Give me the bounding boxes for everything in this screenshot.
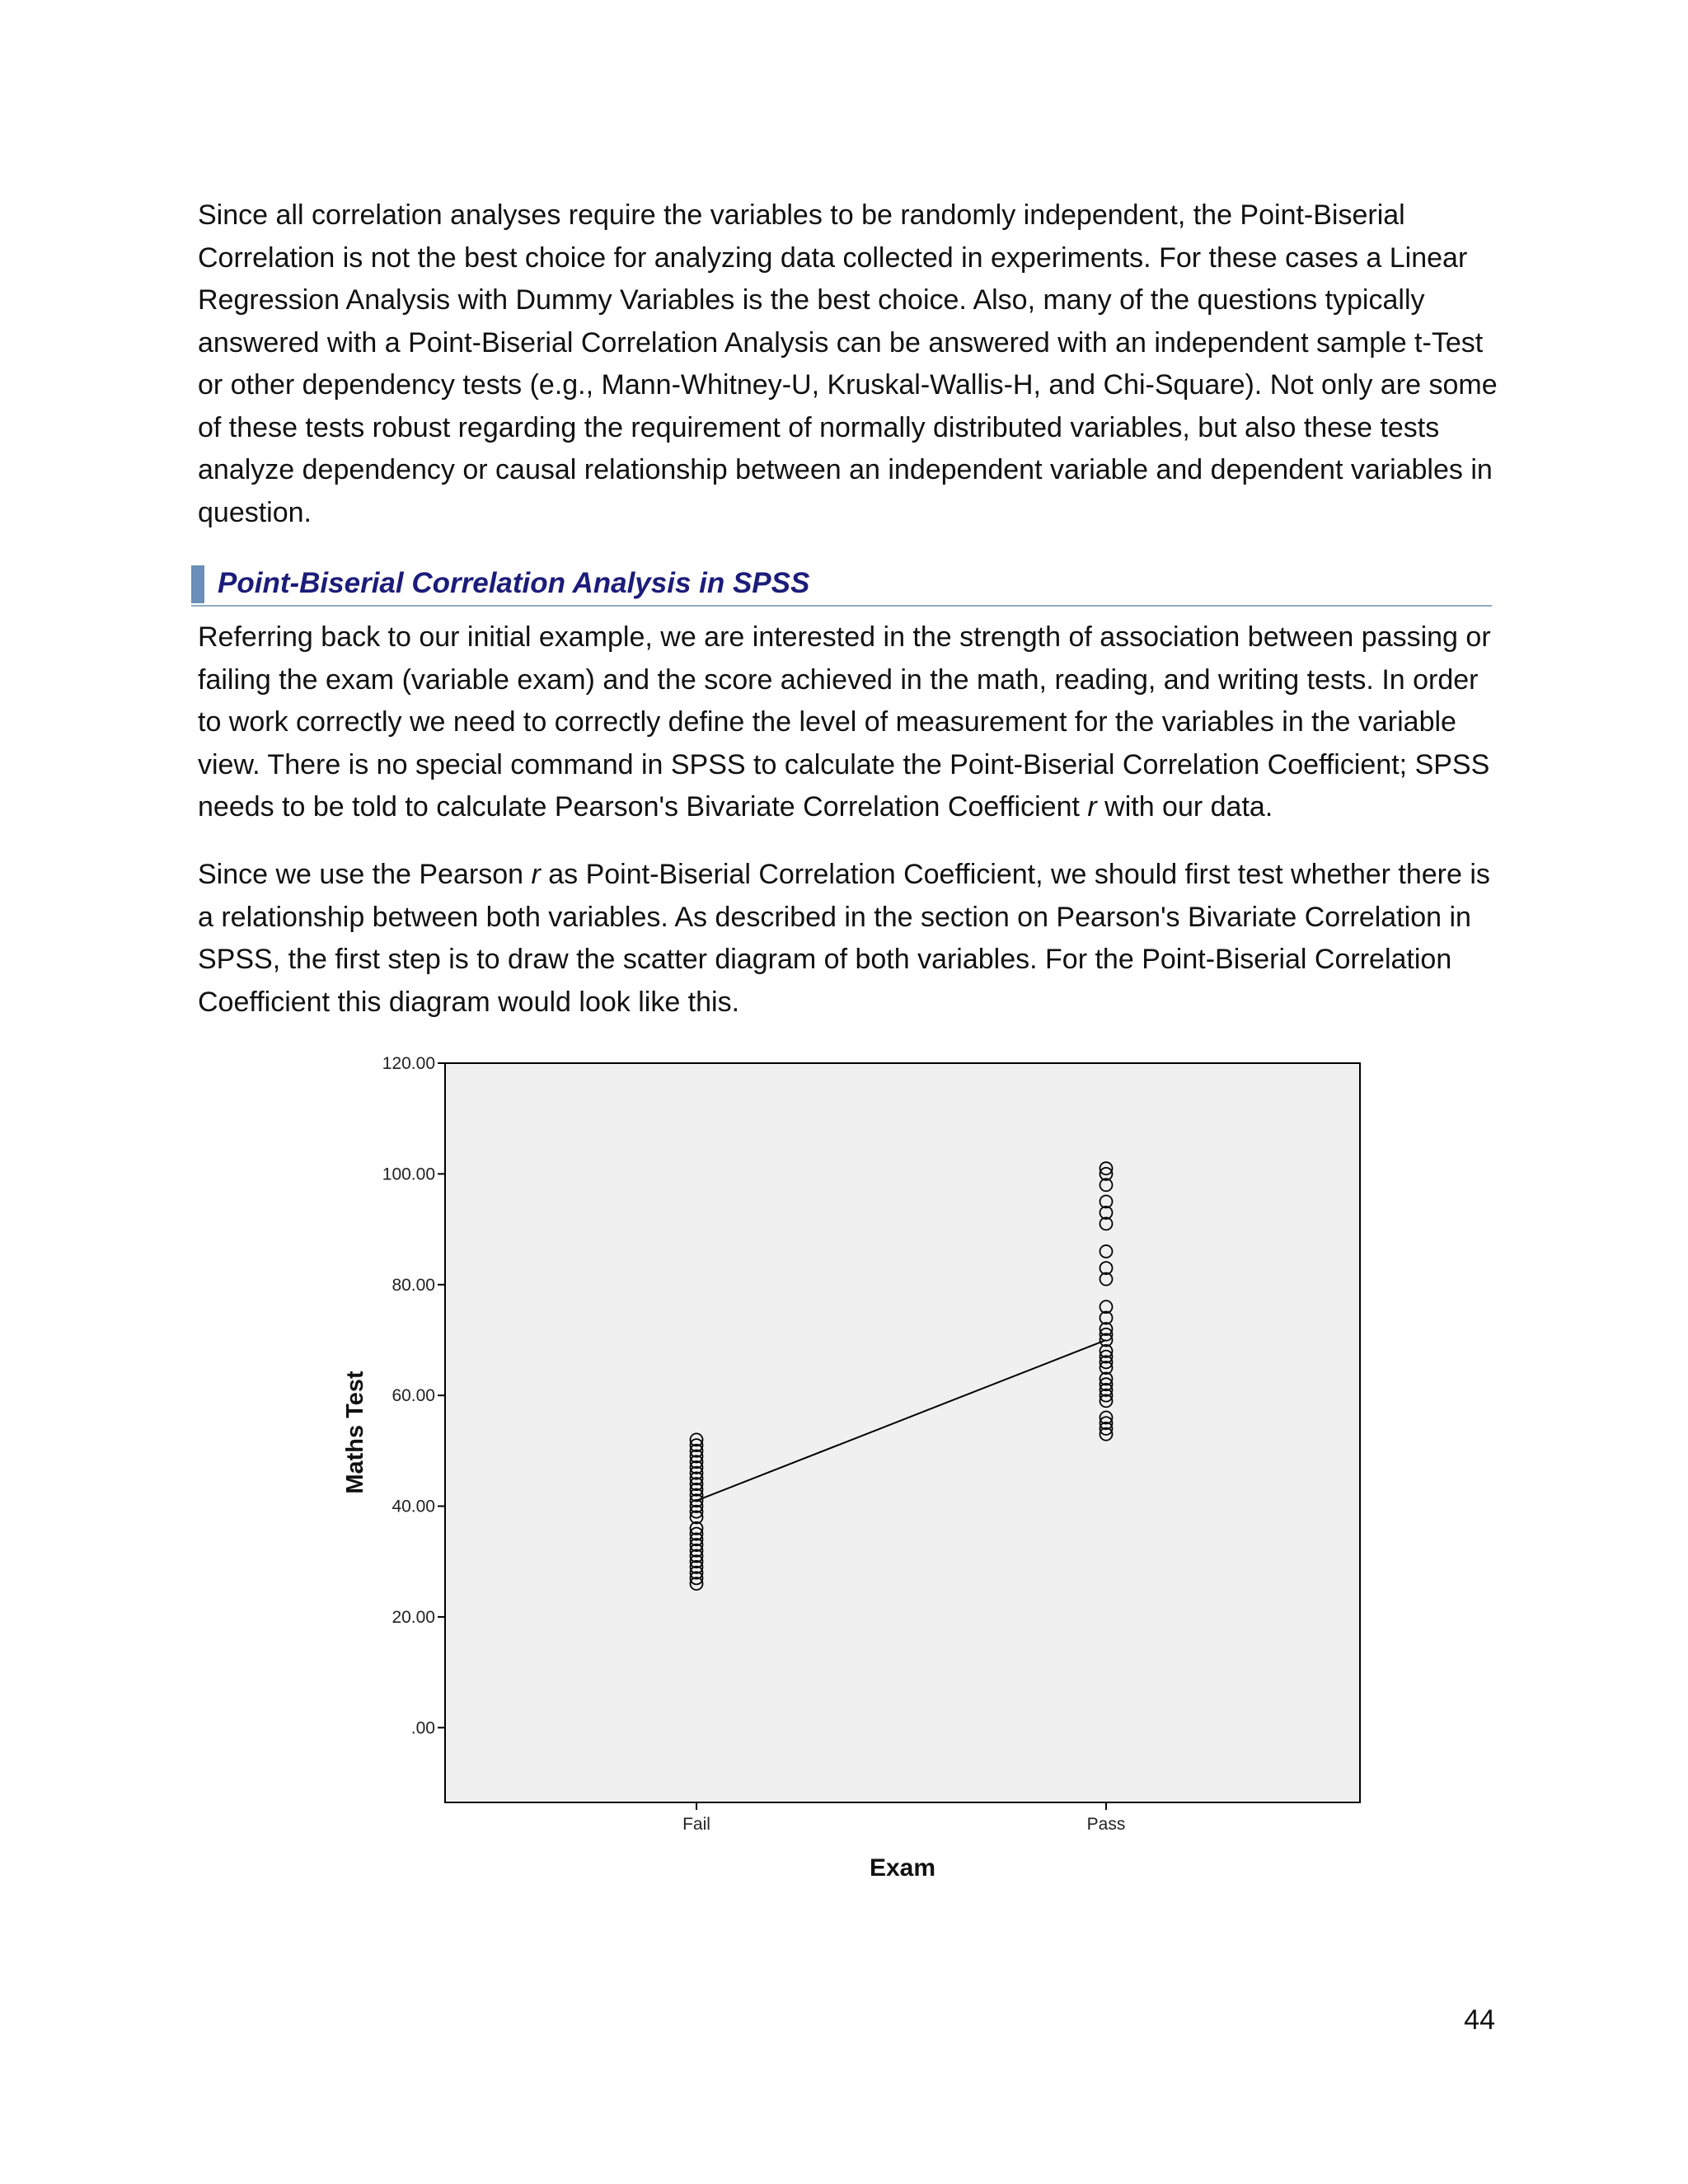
section-heading-text: Point-Biserial Correlation Analysis in SPSS — [218, 567, 810, 599]
body-paragraph-3-text-b: as Point-Biserial Correlation Coefficient, we should first test whether there is a relationship between both variables. As described in the section on Pearson's Bivariate Correlation in SPSS, the first step is to draw the scatter diagram of both variables. For the Point-Biserial Correlation Coefficient this diagram would look like this. — [198, 859, 1490, 1018]
heading-accent-bar — [191, 565, 204, 603]
y-tick-label: .00 — [410, 1718, 435, 1738]
y-axis — [382, 1054, 445, 1737]
body-paragraph-1: Since all correlation analyses require the variables to be randomly independent, the Point-Biserial Correlation is not the best choice for analyzing data collected in experiments. For these cases a Linear Regression Analysis with Dummy Variables is the best choice. Also, many of the questions typically answered with a Point-Biserial Correlation Analysis can be answered with an independent sample t-Test or other dependency tests (e.g., Mann-Whitney-U, Kruskal-Wallis-H, and Chi-Square). Not only are some of these tests robust regarding the requirement of normally distributed variables, but also these tests analyze dependency or causal relationship between an independent variable and dependent variables in question. — [198, 199, 1498, 528]
y-tick-label: 120.00 — [382, 1054, 435, 1073]
section-heading — [191, 562, 1492, 607]
y-tick-label: 60.00 — [392, 1386, 435, 1406]
pearson-r-symbol: r — [1087, 791, 1097, 823]
body-paragraph-2-text-a: Referring back to our initial example, we are interested in the strength of association between passing or failing the exam (variable exam) and the score achieved in the math, reading, and writing tests. In order to work correctly we need to correctly define the level of measurement for the variables in the variable view. There is no special command in SPSS to calculate the Point-Biserial Correlation Coefficient; SPSS needs to be told to calculate Pearson's Bivariate Correlation Coefficient — [198, 621, 1491, 823]
y-tick-label: 20.00 — [392, 1607, 435, 1627]
y-axis-title: Maths Test — [342, 1371, 368, 1494]
pearson-r-symbol: r — [531, 859, 541, 890]
y-tick-label: 100.00 — [382, 1165, 435, 1184]
x-axis-title: Exam — [869, 1854, 936, 1882]
y-tick-label: 80.00 — [392, 1275, 435, 1295]
body-paragraph-2-text-b: with our data. — [1096, 791, 1273, 823]
x-axis — [682, 1802, 1125, 1834]
page-number: 44 — [1464, 2004, 1495, 2036]
body-paragraph-3 — [198, 854, 1500, 1024]
body-paragraph-3-text-a: Since we use the Pearson — [198, 859, 532, 890]
x-tick-label: Pass — [1086, 1815, 1126, 1834]
body-paragraph-2 — [198, 616, 1500, 829]
y-tick-label: 40.00 — [392, 1497, 435, 1516]
plot-area — [445, 1063, 1360, 1802]
x-tick-label: Fail — [682, 1815, 710, 1834]
scatter-chart — [313, 1047, 1385, 1904]
